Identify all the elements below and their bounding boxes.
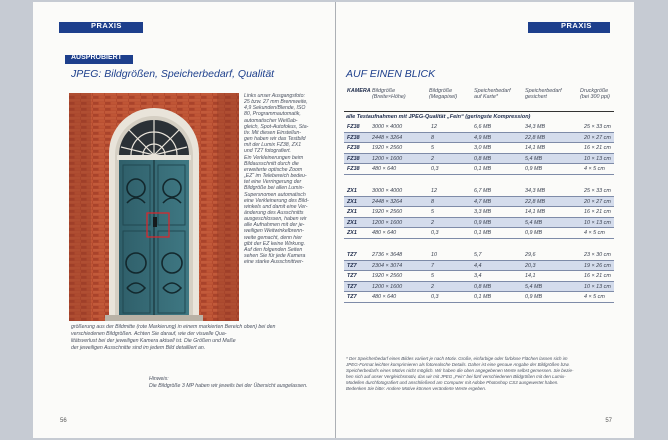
table-row <box>344 271 614 282</box>
cell-saved-size: 29,6 <box>525 251 536 258</box>
cell-megapixel: 12 <box>431 187 437 194</box>
body-line: eine starke Ausschnittver- <box>244 259 304 266</box>
header-pixels: Bildgröße (Breite×Höhe) <box>372 88 406 101</box>
cell-saved-size: 14,1 MB <box>525 209 546 216</box>
cell-pixels: 2304 × 3074 <box>372 262 403 269</box>
cell-camera: TZ7 <box>347 283 357 290</box>
cell-pixels: 1200 × 1600 <box>372 219 403 226</box>
cell-megapixel: 10 <box>431 251 437 258</box>
body-line: größerung aus der Bildmitte (rote Markierung) in einem markierten Bereich oben) bei den <box>71 324 276 330</box>
table-row <box>344 282 614 293</box>
body-line: Ein Verkleinerungen beim <box>244 154 304 161</box>
section-banner-right <box>528 22 610 33</box>
cell-camera: FZ38 <box>347 155 360 162</box>
table-subheading: alle Testaufnahmen mit JPEG-Qualität „Fein“ (geringste Kompression) <box>346 114 531 120</box>
cell-card-size: 0,8 MB <box>474 155 492 162</box>
badge-label: AUSPROBIERT <box>71 54 122 61</box>
footnote-line: hen sich auf unser Vergleichsmotiv, das wir mit JPEG „Fein“ bei fünf verschiedenen Bildgrößen mit den Lumix- <box>346 374 566 379</box>
section-label: PRAXIS <box>91 21 122 30</box>
cell-card-size: 0,1 MB <box>474 230 492 237</box>
body-line: gen haben wir das Testbild <box>244 136 306 143</box>
body-line: 80, Programmautomatik, <box>244 111 301 118</box>
body-line: winkels und damit eine Ver- <box>244 203 308 210</box>
cell-card-size: 4,4 <box>474 262 482 269</box>
overview-title: AUF EINEN BLICK <box>346 68 436 80</box>
cell-camera: ZX1 <box>347 219 357 226</box>
body-line: Bildausschnitt durch die <box>244 160 299 167</box>
footnote-line: Speicherbedarfs eines Motivs nicht möglich. Wir haben die oben angegebenen Werte selbst gemessen. Sie bezie- <box>346 368 574 373</box>
footnote-line: JPEG-Format leichter komprimieren als fotorealsche Details. Daher ist eine genaue Angabe der Bildgrößen bzw. <box>346 362 570 367</box>
cell-pixels: 1200 × 1600 <box>372 283 403 290</box>
section-banner-left <box>59 22 143 33</box>
cell-megapixel: 5 <box>431 209 434 216</box>
cell-pixels: 3000 × 4000 <box>372 187 403 194</box>
table-row <box>344 133 614 144</box>
cell-pixels: 480 × 640 <box>372 166 397 173</box>
cell-camera: ZX1 <box>347 209 357 216</box>
cell-print-size: 10 × 13 cm <box>584 283 611 290</box>
cell-camera: FZ38 <box>347 134 360 141</box>
cell-print-size: 25 × 33 cm <box>584 187 611 194</box>
body-line: 4,9 Sekunden/Blende, ISO <box>244 105 306 112</box>
cell-camera: ZX1 <box>347 230 357 237</box>
body-line: automatischer Weißab- <box>244 117 298 124</box>
cell-pixels: 1920 × 2560 <box>372 273 403 280</box>
ausprobiert-badge <box>65 55 133 64</box>
table-row <box>344 292 614 303</box>
cell-print-size: 16 × 21 cm <box>584 209 611 216</box>
table-row <box>344 218 614 229</box>
cell-megapixel: 0,3 <box>431 294 439 301</box>
cell-pixels: 480 × 640 <box>372 294 397 301</box>
cell-card-size: 3,0 MB <box>474 145 492 152</box>
body-line: litätsverlust bei der jeweiligen Kamera aktuell ist. Die Größen und Maße <box>71 338 236 344</box>
cell-card-size: 4,7 MB <box>474 198 492 205</box>
cell-megapixel: 8 <box>431 134 434 141</box>
cell-megapixel: 2 <box>431 283 434 290</box>
cell-saved-size: 34,3 MB <box>525 187 546 194</box>
cell-card-size: 6,7 MB <box>474 187 492 194</box>
cell-saved-size: 22,8 MB <box>525 198 546 205</box>
cell-print-size: 4 × 5 cm <box>584 230 605 237</box>
body-line: 25 bzw. 27 mm Brennweite, <box>244 99 308 106</box>
cell-camera: TZ7 <box>347 251 357 258</box>
cell-print-size: 20 × 27 cm <box>584 198 611 205</box>
table-row <box>344 207 614 218</box>
left-page <box>33 2 335 438</box>
cell-pixels: 1920 × 2560 <box>372 209 403 216</box>
cell-megapixel: 0,3 <box>431 230 439 237</box>
cell-camera: TZ7 <box>347 273 357 280</box>
cell-pixels: 2448 × 3264 <box>372 198 403 205</box>
cell-camera: TZ7 <box>347 294 357 301</box>
body-line: tet eine Verringerung der <box>244 179 302 186</box>
footnote-line: * Der Speicherbedarf eines Bildes variiert je nach Motiv. Große, einfarbige oder farblose Flächen lassen sich im <box>346 356 568 361</box>
table-row <box>344 154 614 165</box>
cell-pixels: 3000 × 4000 <box>372 124 403 130</box>
cell-saved-size: 0,9 MB <box>525 230 543 237</box>
body-line: „EZ“ im Telebereich bedeu- <box>244 173 307 180</box>
body-line: sehen Sie für jede Kamera <box>244 253 306 260</box>
header-per-card: Speicherbedarf auf Karte* <box>474 88 511 101</box>
body-line: alle Aufnahmen mit der je- <box>244 222 305 229</box>
hint-line: Die Bildgröße 3 MP haben wir jeweils bei der Übersicht ausgelassen. <box>149 383 308 389</box>
cell-saved-size: 5,4 MB <box>525 283 543 290</box>
cell-card-size: 0,9 MB <box>474 219 492 226</box>
body-line: gleich, Spot-Autofokus, Sta- <box>244 123 309 130</box>
body-line: verschiedenen Bildgrößen. Achten Sie darauf, wie der visuelle Qua- <box>71 331 227 337</box>
cell-pixels: 2736 × 3648 <box>372 251 403 258</box>
cell-camera: FZ38 <box>347 124 360 130</box>
body-line: Links unser Ausgangsfoto: <box>244 93 305 99</box>
body-line: und TZ7 fotografiert. <box>244 148 291 155</box>
cell-saved-size: 5,4 MB <box>525 219 543 226</box>
page-number-right: 57 <box>605 418 612 424</box>
table-row <box>344 261 614 272</box>
cell-camera: FZ38 <box>347 166 360 173</box>
cell-print-size: 25 × 33 cm <box>584 124 611 130</box>
cell-print-size: 4 × 5 cm <box>584 166 605 173</box>
body-line: erweiterte optische Zoom <box>244 166 303 173</box>
cell-card-size: 0,1 MB <box>474 166 492 173</box>
footnote-line: Modellen durchfotografiert und anschließend am Computer mit Adobe Photoshop CS3 ausgewertet haben. <box>346 380 559 385</box>
body-line: tiv. Mit diesen Einstellun- <box>244 129 301 136</box>
cell-print-size: 20 × 27 cm <box>584 134 611 141</box>
cell-print-size: 19 × 26 cm <box>584 262 611 269</box>
table-row <box>344 228 614 239</box>
cell-print-size: 23 × 30 cm <box>584 251 611 258</box>
cell-card-size: 5,7 <box>474 251 482 258</box>
cell-megapixel: 12 <box>431 124 437 130</box>
door-photo <box>69 93 239 321</box>
body-line: Bildgröße bei allen Lumix- <box>244 185 304 192</box>
cell-megapixel: 7 <box>431 262 434 269</box>
body-line: weiligen Weitwinkelbrenn- <box>244 228 304 235</box>
table-group-gap <box>344 239 614 250</box>
body-line: mit der Lumix FZ38, ZX1 <box>244 142 302 149</box>
header-camera: KAMERA <box>347 88 371 94</box>
cell-saved-size: 5,4 MB <box>525 155 543 162</box>
table-row <box>344 186 614 197</box>
cell-pixels: 2448 × 3264 <box>372 134 403 141</box>
cell-camera: ZX1 <box>347 198 357 205</box>
cell-camera: FZ38 <box>347 145 360 152</box>
cell-card-size: 0,8 MB <box>474 283 492 290</box>
cell-card-size: 3,4 <box>474 273 482 280</box>
article-body-continued <box>71 324 327 352</box>
header-rule <box>344 111 614 112</box>
cell-megapixel: 2 <box>431 155 434 162</box>
header-megapixel: Bildgröße (Megapixel) <box>429 88 458 101</box>
table-header <box>344 88 614 110</box>
table-row <box>344 164 614 175</box>
table-footnote <box>346 356 612 392</box>
body-line: weite gemacht, denn hier <box>244 234 302 241</box>
body-line: Auf den folgenden Seiten <box>244 246 303 253</box>
article-body-column <box>244 93 332 265</box>
body-line: Supersnomen automatisch <box>244 191 306 198</box>
cell-pixels: 480 × 640 <box>372 230 397 237</box>
cell-saved-size: 14,1 MB <box>525 145 546 152</box>
cell-print-size: 10 × 13 cm <box>584 219 611 226</box>
table-row <box>344 143 614 154</box>
cell-camera: ZX1 <box>347 187 357 194</box>
cell-pixels: 1200 × 1600 <box>372 155 403 162</box>
cell-saved-size: 0,9 MB <box>525 294 543 301</box>
article-title: JPEG: Bildgrößen, Speicherbedarf, Qualität <box>71 68 275 80</box>
cell-print-size: 4 × 5 cm <box>584 294 605 301</box>
hint-note <box>149 376 307 390</box>
cell-saved-size: 14,1 <box>525 273 536 280</box>
door-photo-image <box>69 93 239 321</box>
body-line: gibt der EZ keine Wirkung. <box>244 240 306 247</box>
cell-camera: TZ7 <box>347 262 357 269</box>
header-print: Druckgröße (bei 300 ppi) <box>580 88 610 101</box>
cell-saved-size: 20,3 <box>525 262 536 269</box>
right-page <box>336 2 634 438</box>
cell-card-size: 0,1 MB <box>474 294 492 301</box>
table-row <box>344 197 614 208</box>
cell-saved-size: 0,9 MB <box>525 166 543 173</box>
cell-megapixel: 5 <box>431 273 434 280</box>
cell-print-size: 10 × 13 cm <box>584 155 611 162</box>
cell-card-size: 6,6 MB <box>474 124 492 130</box>
section-label: PRAXIS <box>561 21 592 30</box>
cell-megapixel: 5 <box>431 145 434 152</box>
cell-megapixel: 2 <box>431 219 434 226</box>
page-number-left: 56 <box>60 418 67 424</box>
body-line: eine Verkleinerung des Bild- <box>244 197 309 204</box>
footnote-line: Bedenken Sie bitte: Andere Motive können veränderte Werte ergeben. <box>346 386 487 391</box>
cell-megapixel: 0,3 <box>431 166 439 173</box>
table-row <box>344 122 614 133</box>
cell-print-size: 16 × 21 cm <box>584 273 611 280</box>
cell-card-size: 3,3 MB <box>474 209 492 216</box>
header-saved: Speicherbedarf gesichert <box>525 88 562 101</box>
cell-pixels: 1920 × 2560 <box>372 145 403 152</box>
body-line: änderung des Ausschnitts <box>244 209 304 216</box>
spec-table <box>344 122 614 303</box>
table-group-gap <box>344 175 614 186</box>
cell-megapixel: 8 <box>431 198 434 205</box>
body-line: der jeweiligen Ausschnitte sind im jedem Bild detailliert an. <box>71 345 206 351</box>
body-line: ausgeschlossen, haben wir <box>244 216 307 223</box>
cell-saved-size: 34,3 MB <box>525 124 546 130</box>
cell-print-size: 16 × 21 cm <box>584 145 611 152</box>
table-row <box>344 250 614 261</box>
cell-card-size: 4,9 MB <box>474 134 492 141</box>
cell-saved-size: 22,8 MB <box>525 134 546 141</box>
hint-line: Hinweis: <box>149 376 169 382</box>
